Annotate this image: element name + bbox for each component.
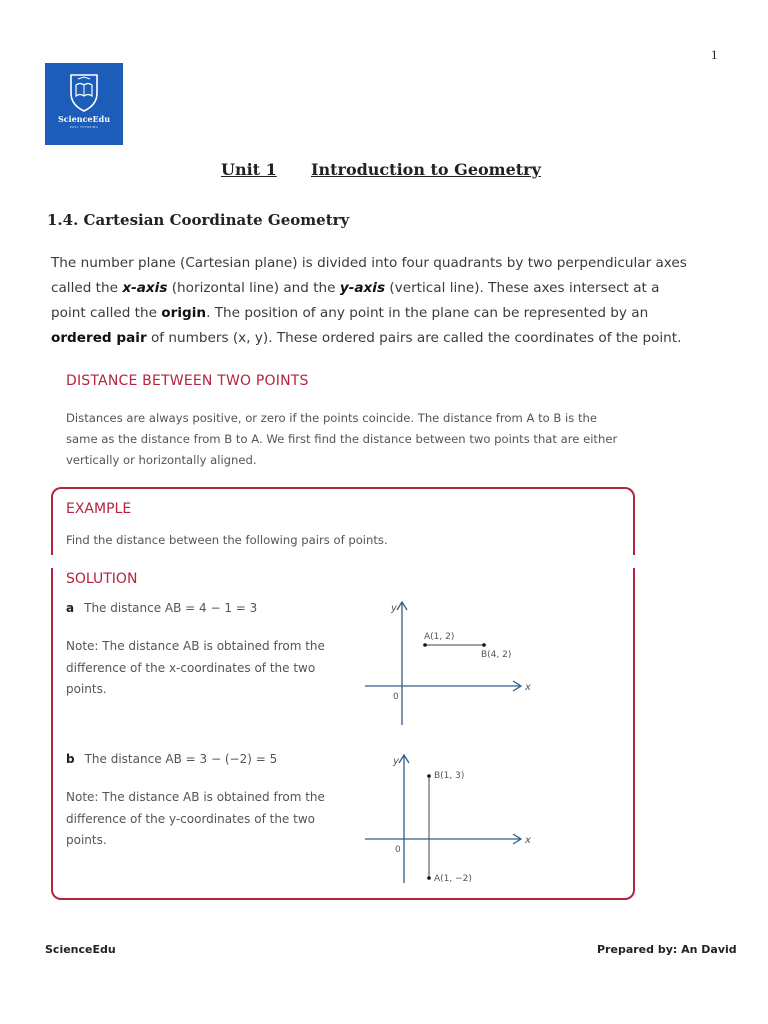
shield-book-icon	[45, 67, 123, 117]
unit-title: Introduction to Geometry	[311, 160, 541, 179]
label-point-b: B(4, 2)	[481, 650, 512, 660]
label-point-b: B(1, 3)	[434, 771, 465, 781]
solution-a: a The distance AB = 4 − 1 = 3	[66, 601, 258, 615]
graph-b-y-label: y	[393, 756, 399, 767]
section-title: 1.4. Cartesian Coordinate Geometry	[47, 211, 350, 229]
graph-a-y-label: y	[391, 603, 397, 614]
point-a	[427, 876, 431, 880]
intro-paragraph: The number plane (Cartesian plane) is divided into four quadrants by two perpendicular axes called the x-axis (horizontal line) and the y-axis (vertical line). These axes intersect at a point called the origin. The position of any point in the plane can be represented by an ordered pair of numbers (x, y). These ordered pairs are called the coordinates of the point.	[51, 255, 687, 346]
point-b	[427, 774, 431, 778]
page-number: 1	[711, 47, 718, 62]
graph-b-x-label: x	[525, 835, 531, 846]
point-a	[423, 643, 427, 647]
point-b	[482, 643, 486, 647]
example-heading: EXAMPLE	[66, 501, 132, 517]
logo-name: ScienceEdu	[57, 114, 111, 124]
solution-heading: SOLUTION	[66, 571, 138, 587]
solution-b: b The distance AB = 3 − (−2) = 5	[66, 752, 278, 766]
example-text: Find the distance between the following pairs of points.	[66, 533, 388, 547]
footer-brand: ScienceEdu	[45, 943, 116, 956]
graph-b	[360, 748, 540, 888]
graph-a-x-label: x	[525, 682, 531, 693]
graph-a	[360, 595, 540, 730]
label-point-a: A(1, 2)	[424, 632, 455, 642]
distance-paragraph: Distances are always positive, or zero if the points coincide. The distance from A to B is the same as the distance from B to A. We first find the distance between two points that are either vertically or horizontally aligned.	[66, 411, 618, 467]
label-point-a: A(1, −2)	[434, 874, 472, 884]
note-b: Note: The distance AB is obtained from the difference of the y-coordinates of the two points.	[66, 790, 325, 847]
unit-label: Unit 1	[221, 160, 277, 179]
footer-author: Prepared by: An David	[597, 943, 737, 956]
graph-b-origin: 0	[395, 845, 401, 855]
logo-tagline: EASY TUTORING	[69, 125, 99, 129]
note-a: Note: The distance AB is obtained from the difference of the x-coordinates of the two points.	[66, 639, 325, 696]
distance-heading: DISTANCE BETWEEN TWO POINTS	[66, 373, 309, 389]
scienceedu-logo	[45, 63, 123, 145]
graph-a-origin: 0	[393, 692, 399, 702]
